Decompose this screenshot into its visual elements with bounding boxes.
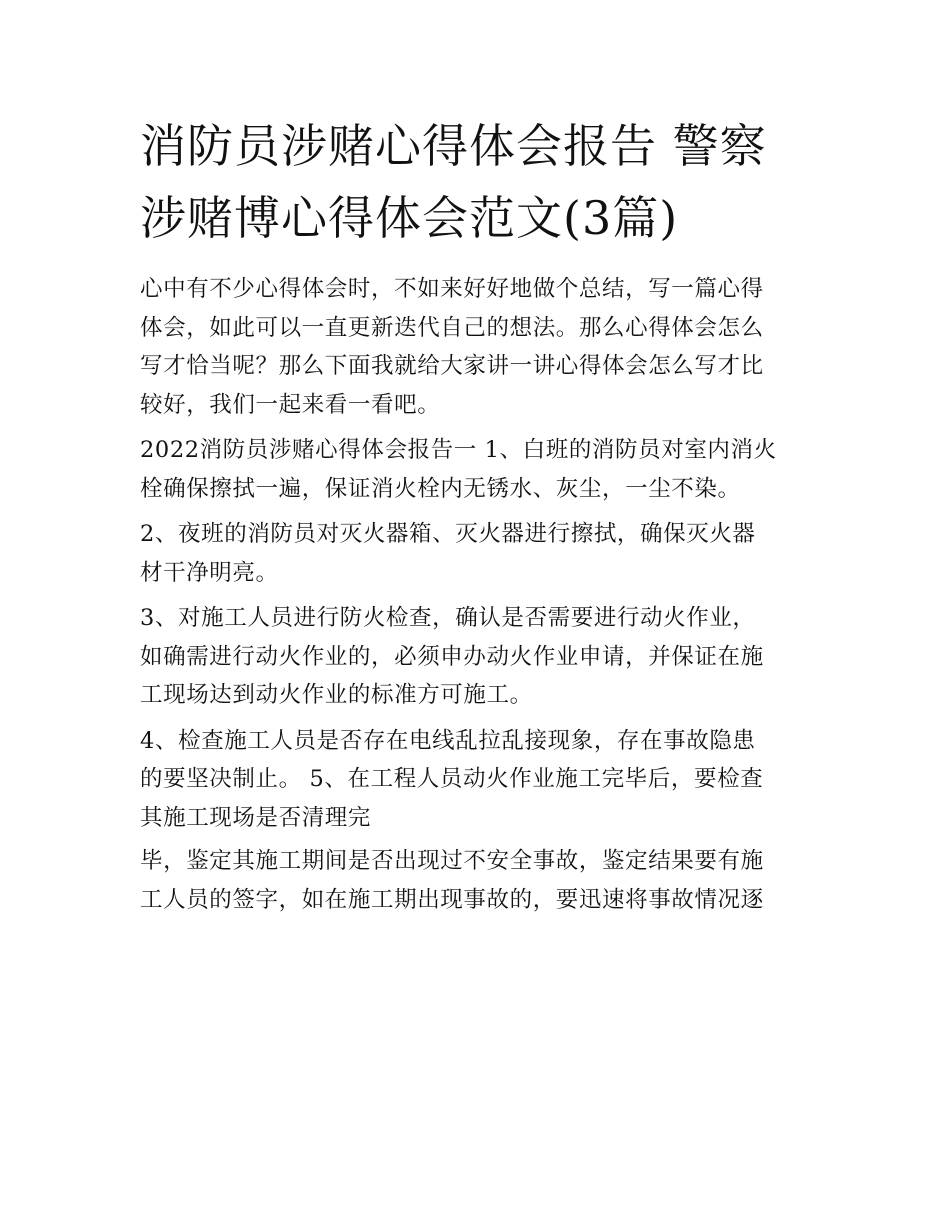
paragraph-item-2: 2、夜班的消防员对灭火器箱、灭火器进行擦拭，确保灭火器 材干净明亮。 <box>140 521 756 586</box>
paragraph-intro: 心中有不少心得体会时，不如来好好地做个总结，写一篇心得 体会，如此可以一直更新迭代自己的想法。那么心得体会怎么 写才恰当呢？那么下面我就给大家讲一讲心得体会怎么写才比 较好，我们一起来看一看吧。 <box>140 276 764 418</box>
document-body <box>140 270 820 919</box>
document-title: 消防员涉赌心得体会报告 警察 涉赌博心得体会范文(3篇) <box>140 119 767 245</box>
paragraph-item-1: 2022消防员涉赌心得体会报告一 1、白班的消防员对室内消火 栓确保擦拭一遍，保证消火栓内无锈水、灰尘，一尘不染。 <box>140 437 777 502</box>
paragraph-item-4-5: 4、检查施工人员是否存在电线乱拉乱接现象，存在事故隐患 的要坚决制止。 5、在工程人员动火作业施工完毕后，要检查 其施工现场是否清理完 <box>140 727 764 831</box>
document-page <box>140 110 820 919</box>
paragraph-item-3: 3、对施工人员进行防火检查，确认是否需要进行动火作业， 如确需进行动火作业的，必须申办动火作业申请，并保证在施 工现场达到动火作业的标准方可施工。 <box>140 605 764 708</box>
paragraph-continuation: 毕，鉴定其施工期间是否出现过不安全事故，鉴定结果要有施 工人员的签字，如在施工期出现事故的，要迅速将事故情况逐 <box>140 848 764 913</box>
